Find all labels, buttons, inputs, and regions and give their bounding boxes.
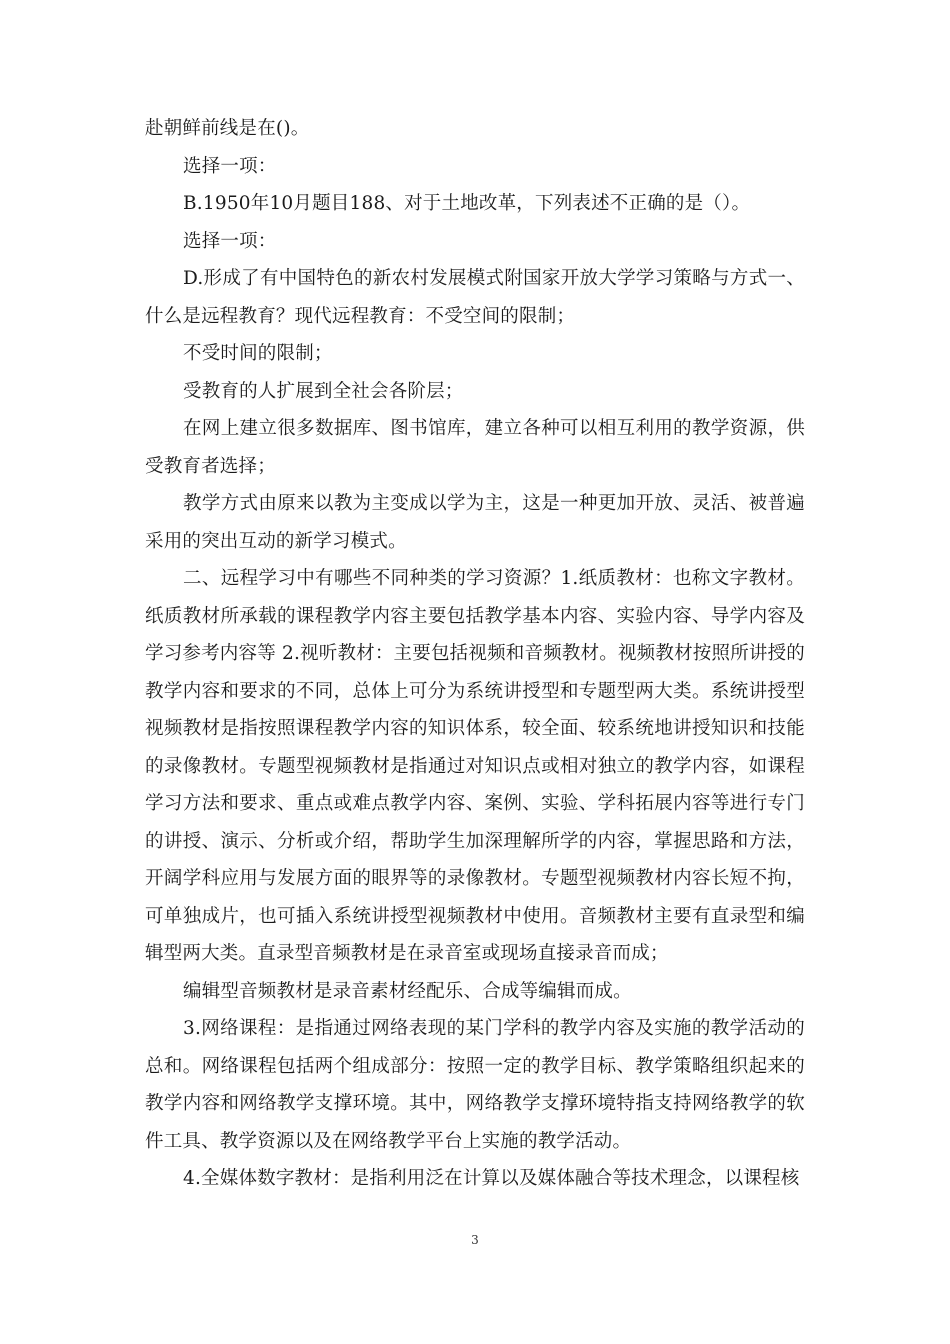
paragraph: 赴朝鲜前线是在()。 bbox=[145, 118, 310, 139]
paragraph: 选择一项： bbox=[183, 155, 277, 177]
paragraph: 二、远程学习中有哪些不同种类的学习资源？1.纸质教材：也称文字教材。纸质教材所承载的课程教学内容主要包括教学基本内容、实验内容、导学内容及学习参考内容等 2.视听教材：主要包括视频和音频教材。视频教材按照所讲授的教学内容和要求的不同，总体上可分为系统讲授型和专题型两大类。系统讲授型视频教材是指按照课程教学内容的知识体系，较全面、较系统地讲授知识和技能的录像教材。专题型视频教材是指通过对知识点或相对独立的教学内容，如课程学习方法和要求、重点或难点教学内容、案例、实验、学科拓展内容等进行专门的讲授、演示、分析或介绍，帮助学生加深理解所学的内容，掌握思路和方法，开阔学科应用与发展方面的眼界等的录像教材。专题型视频教材内容长短不拘，可单独成片，也可插入系统讲授型视频教材中使用。音频教材主要有直录型和编辑型两大类。直录型音频教材是在录音室或现场直接录音而成； bbox=[145, 568, 805, 964]
paragraph: 4.全媒体数字教材：是指利用泛在计算以及媒体融合等技术理念，以课程核 bbox=[183, 1168, 800, 1189]
paragraph: 编辑型音频教材是录音素材经配乐、合成等编辑而成。 bbox=[183, 980, 632, 1002]
paragraph: 教学方式由原来以教为主变成以学为主，这是一种更加开放、灵活、被普遍采用的突出互动的新学习模式。 bbox=[145, 493, 805, 552]
paragraph: 3.网络课程：是指通过网络表现的某门学科的教学内容及实施的教学活动的总和。网络课程包括两个组成部分：按照一定的教学目标、教学策略组织起来的教学内容和网络教学支撑环境。其中，网络教学支撑环境特指支持网络教学的软件工具、教学资源以及在网络教学平台上实施的教学活动。 bbox=[145, 1018, 805, 1152]
paragraph: 选择一项： bbox=[183, 230, 277, 252]
document-body bbox=[145, 110, 805, 1198]
page-number: 3 bbox=[471, 1233, 479, 1247]
paragraph: 不受时间的限制； bbox=[183, 343, 333, 364]
paragraph: D.形成了有中国特色的新农村发展模式附国家开放大学学习策略与方式一、什么是远程教育？现代远程教育：不受空间的限制； bbox=[145, 268, 805, 327]
paragraph: B.1950年10月题目188、对于土地改革，下列表述不正确的是（）。 bbox=[183, 193, 751, 214]
paragraph: 受教育的人扩展到全社会各阶层； bbox=[183, 380, 464, 402]
paragraph: 在网上建立很多数据库、图书馆库，建立各种可以相互利用的教学资源，供受教育者选择； bbox=[145, 418, 805, 477]
